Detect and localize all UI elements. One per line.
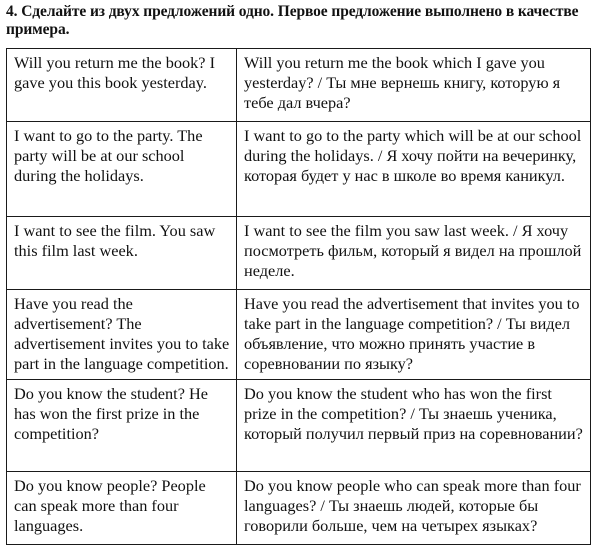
combined-sentence-cell: I want to see the film you saw last week. / Я хочу посмотреть фильм, который я видел на прошлой неделе. [237, 217, 591, 290]
source-sentences-cell: Have you read the advertisement? The advertisement invites you to take part in the language competition. [7, 290, 237, 380]
table-row [7, 380, 591, 472]
source-sentences-cell: Do you know the student? He has won the first prize in the competition? [7, 380, 237, 472]
table-row [7, 217, 591, 290]
table-row [7, 472, 591, 545]
table-row [7, 122, 591, 217]
task-title: 4. Сделайте из двух предложений одно. Первое предложение выполнено в качестве примера. [6, 3, 579, 38]
table-row [7, 290, 591, 380]
combined-sentence-cell: Do you know people who can speak more than four languages? / Ты знаешь людей, которые бы говорили больше, чем на четырех языках? [237, 472, 591, 545]
source-sentences-cell: I want to see the film. You saw this film last week. [7, 217, 237, 290]
combined-sentence-cell: Have you read the advertisement that invites you to take part in the language competition? / Ты видел объявление, что можно принять участие в соревновании по языку? [237, 290, 591, 380]
source-sentences-cell: I want to go to the party. The party will be at our school during the holidays. [7, 122, 237, 217]
sentence-table [6, 48, 591, 545]
table-row [7, 49, 591, 122]
source-sentences-cell: Will you return me the book? I gave you this book yesterday. [7, 49, 237, 122]
source-sentences-cell: Do you know people? People can speak more than four languages. [7, 472, 237, 545]
combined-sentence-cell: Do you know the student who has won the first prize in the competition? / Ты знаешь ученика, который получил первый приз на соревновании? [237, 380, 591, 472]
combined-sentence-cell: I want to go to the party which will be at our school during the holidays. / Я хочу пойти на вечеринку, которая будет у нас в школе во время каникул. [237, 122, 591, 217]
combined-sentence-cell: Will you return me the book which I gave you yesterday? / Ты мне вернешь книгу, которую я тебе дал вчера? [237, 49, 591, 122]
